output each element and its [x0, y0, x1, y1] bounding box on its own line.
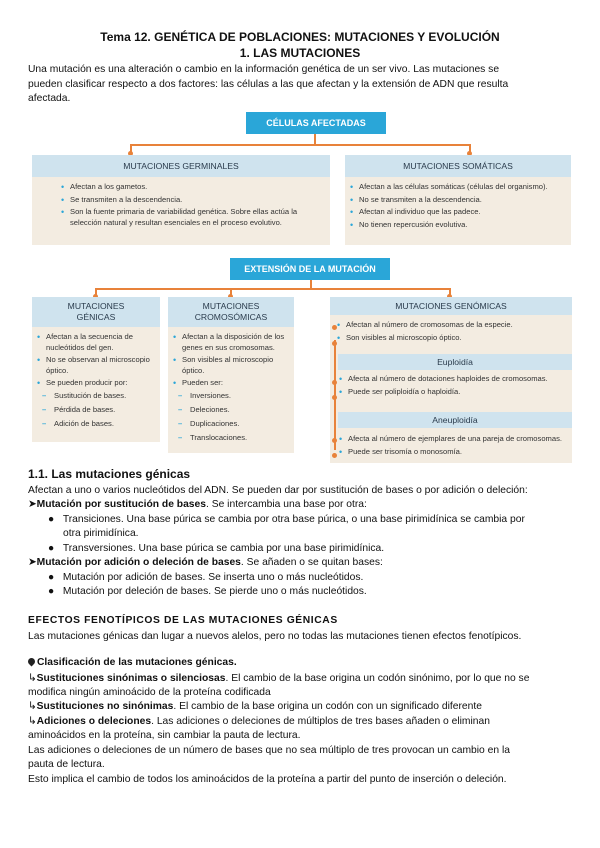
genic-title: MUTACIONES GÉNICAS — [32, 297, 160, 327]
frameshift-line3: Esto implica el cambio de todos los aminoácidos de la proteína a partir del punto de inserción o deleción. — [28, 774, 507, 785]
list-item: • Afectan a las células somáticas (células del organismo). — [349, 182, 567, 193]
connector — [130, 144, 470, 146]
intro-paragraph: Una mutación es una alteración o cambio en la información genética de un ser vivo. Las mutaciones se pueden clasificar respecto a dos factores: las células a las que afectan y la extensión de ADN que resulta afectada. — [28, 64, 509, 104]
list-item: • Afectan a la secuencia de nucleótidos del gen. — [36, 332, 156, 353]
list-item: • Afecta al número de ejemplares de una pareja de cromosomas. — [338, 434, 570, 445]
list-item: – Translocaciones. — [168, 433, 294, 443]
genomic-title: MUTACIONES GENÓMICAS — [330, 297, 572, 315]
transitions-line2: otra pirimidínica. — [63, 528, 139, 539]
somatic-title: MUTACIONES SOMÁTICAS — [345, 155, 571, 177]
chromosomal-title: MUTACIONES CROMOSÓMICAS — [168, 297, 294, 327]
substitution-item: ➤Mutación por sustitución de bases. Se intercambia una base por otra: — [28, 499, 367, 510]
effects-intro: Las mutaciones génicas dan lugar a nuevos alelos, pero no todas las mutaciones tienen efectos fenotípicos. — [28, 631, 522, 642]
list-item: • Son visibles al microscopio óptico. — [336, 333, 568, 344]
list-item: • No tienen repercusión evolutiva. — [349, 220, 567, 231]
addition-subitem: ● Mutación por adición de bases. Se inserta uno o más nucleótidos. — [48, 572, 364, 583]
nonsynonymous-item: ↳Sustituciones no sinónimas. El cambio de la base origina un codón con un significado diferente — [28, 701, 482, 712]
addition-item: ➤Mutación por adición o deleción de bases. Se añaden o se quitan bases: — [28, 557, 383, 568]
connector-dot — [332, 380, 337, 385]
connector-dot — [332, 453, 337, 458]
page-title: Tema 12. GENÉTICA DE POBLACIONES: MUTACIONES Y EVOLUCIÓN — [100, 30, 500, 44]
connector-dot — [332, 341, 337, 346]
effects-heading: EFECTOS FENOTÍPICOS DE LAS MUTACIONES GÉNICAS — [28, 615, 338, 626]
list-item: • No se observan al microscopio óptico. — [36, 355, 156, 376]
synonymous-item: ↳Sustituciones sinónimas o silenciosas. El cambio de la base origina un codón sinónimo, por lo que no se — [28, 673, 530, 684]
somatic-box — [345, 177, 571, 245]
list-item: • Afectan a la disposición de los genes en sus cromosomas. — [172, 332, 290, 353]
cells-affected-title: CÉLULAS AFECTADAS — [246, 112, 386, 134]
synonymous-line2: modifica ningún aminoácido de la proteína codificada — [28, 687, 271, 698]
connector-dot — [332, 438, 337, 443]
list-item: • Afectan al número de cromosomas de la especie. — [336, 320, 568, 331]
frameshift-line2: pauta de lectura. — [28, 759, 105, 770]
deletion-subitem: ● Mutación por deleción de bases. Se pierde uno o más nucleótidos. — [48, 586, 367, 597]
list-item: • Se transmiten a la descendencia. — [60, 195, 322, 206]
arrow-icon: ➤ — [28, 557, 37, 568]
return-arrow-icon: ↳ — [28, 716, 37, 727]
list-item: • Son la fuente primaria de variabilidad genética. Sobre ellas actúa la selección natural y resultan esenciales en el proceso evolutivo. — [60, 207, 322, 228]
bullet-icon: ● — [48, 586, 55, 597]
classification-heading: Clasificación de las mutaciones génicas. — [28, 657, 237, 668]
list-item: • Son visibles al microscopio óptico. — [172, 355, 290, 376]
list-item: – Inversiones. — [168, 391, 294, 401]
arrow-icon: ➤ — [28, 499, 37, 510]
transversions-item: ● Transversiones. Una base púrica se cambia por una base pirimidínica. — [48, 543, 385, 554]
bullet-icon: ● — [48, 572, 55, 583]
frameshift-line1: Las adiciones o deleciones de un número de bases que no sea múltiplo de tres provocan un cambio en la — [28, 745, 510, 756]
genic-box — [32, 327, 160, 442]
connector — [95, 288, 450, 290]
euploidia-title: Euploidía — [338, 354, 572, 370]
list-item: – Deleciones. — [168, 405, 294, 415]
chromosomal-box — [168, 327, 294, 453]
bullet-icon: ● — [48, 514, 55, 525]
list-item: • Se pueden producir por: — [36, 378, 156, 389]
list-item: • Puede ser poliploidía o haploidía. — [338, 387, 570, 398]
germinal-box — [32, 177, 330, 245]
list-item: – Pérdida de bases. — [32, 405, 160, 415]
pin-icon — [27, 657, 37, 667]
list-item: • Pueden ser: — [172, 378, 290, 389]
list-item: • Afecta al número de dotaciones haploides de cromosomas. — [338, 374, 570, 385]
genic-intro: Afectan a uno o varios nucleótidos del ADN. Se pueden dar por sustitución de bases o por adición o deleción: — [28, 485, 528, 496]
bullet-icon: ● — [48, 543, 55, 554]
list-item: – Adición de bases. — [32, 419, 160, 429]
extension-title: EXTENSIÓN DE LA MUTACIÓN — [230, 258, 390, 280]
aneuploidia-title: Aneuploidía — [338, 412, 572, 428]
return-arrow-icon: ↳ — [28, 701, 37, 712]
list-item: • Puede ser trisomía o monosomía. — [338, 447, 570, 458]
connector-dot — [332, 395, 337, 400]
section-title: 1. LAS MUTACIONES — [239, 46, 361, 60]
indel-line2: aminoácidos en la proteína, sin cambiar la pauta de lectura. — [28, 730, 301, 741]
list-item: • Afectan a los gametos. — [60, 182, 322, 193]
return-arrow-icon: ↳ — [28, 673, 37, 684]
list-item: • Afectan al individuo que las padece. — [349, 207, 567, 218]
indel-item: ↳Adiciones o deleciones. Las adiciones o deleciones de múltiplos de tres bases añaden o eliminan — [28, 716, 490, 727]
transitions-item: ● Transiciones. Una base púrica se cambia por otra base púrica, o una base pirimidínica se cambia por — [48, 514, 525, 525]
connector-dot — [332, 325, 337, 330]
subsection-heading: 1.1. Las mutaciones génicas — [28, 467, 191, 481]
list-item: • No se transmiten a la descendencia. — [349, 195, 567, 206]
list-item: – Duplicaciones. — [168, 419, 294, 429]
germinal-title: MUTACIONES GERMINALES — [32, 155, 330, 177]
list-item: – Sustitución de bases. — [32, 391, 160, 401]
